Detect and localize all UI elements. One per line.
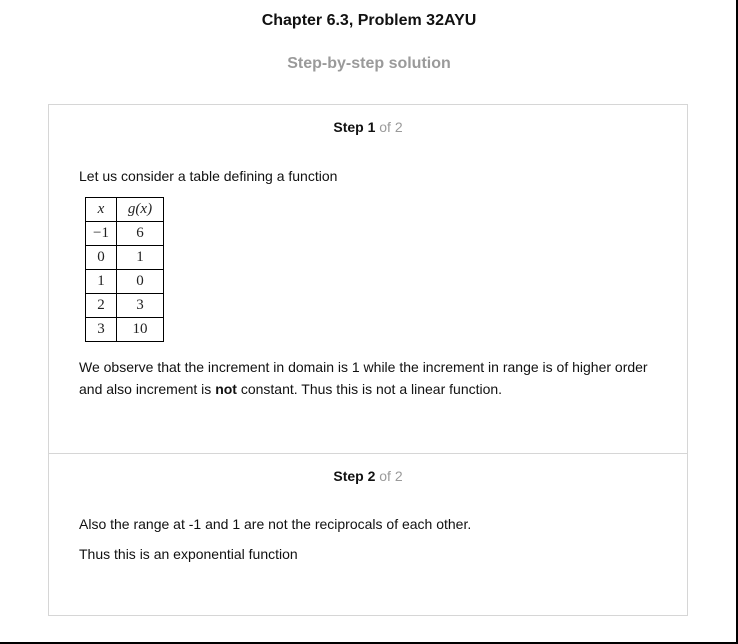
table-row [86,294,164,318]
page-title: Chapter 6.3, Problem 32AYU [261,12,477,29]
table-cell-gx: 0 [117,270,164,294]
step-1-of: of 2 [379,119,403,135]
observation-bold-not: not [215,381,237,397]
step-2-label: Step 2 [333,468,376,484]
table-row [86,246,164,270]
table-cell-x: 1 [86,270,117,294]
table-cell-gx: 6 [117,222,164,246]
table-row [86,222,164,246]
solution-subtitle: Step-by-step solution [287,55,451,72]
table-cell-x: −1 [86,222,117,246]
table-row [86,270,164,294]
table-cell-x: 3 [86,318,117,342]
table-cell-x: 0 [86,246,117,270]
table-cell-x: 2 [86,294,117,318]
step-2-line-1: Also the range at -1 and 1 are not the reciprocals of each other. [79,516,472,532]
step-1-header [49,119,687,135]
table-header-gx: g(x) [117,198,164,222]
step-2-header [49,468,687,484]
step-2-line-2: Thus this is an exponential function [79,546,298,562]
table-row [86,318,164,342]
step-1-section [49,105,687,454]
observation-text-2: constant. Thus this is not a linear function. [236,381,503,397]
step-1-label: Step 1 [333,119,376,135]
step-2-of: of 2 [379,468,403,484]
table-cell-gx: 1 [117,246,164,270]
step-1-intro: Let us consider a table defining a function [79,168,338,184]
table-header-x: x [86,198,117,222]
function-table [85,197,164,342]
step-2-section [49,454,687,615]
table-cell-gx: 3 [117,294,164,318]
observation-text-1: We observe that the increment in domain is 1 while the increment in range is of higher order and also increment is [79,359,648,397]
step-1-observation [79,356,669,400]
table-header-row [86,198,164,222]
solution-card [48,104,688,616]
table-cell-gx: 10 [117,318,164,342]
